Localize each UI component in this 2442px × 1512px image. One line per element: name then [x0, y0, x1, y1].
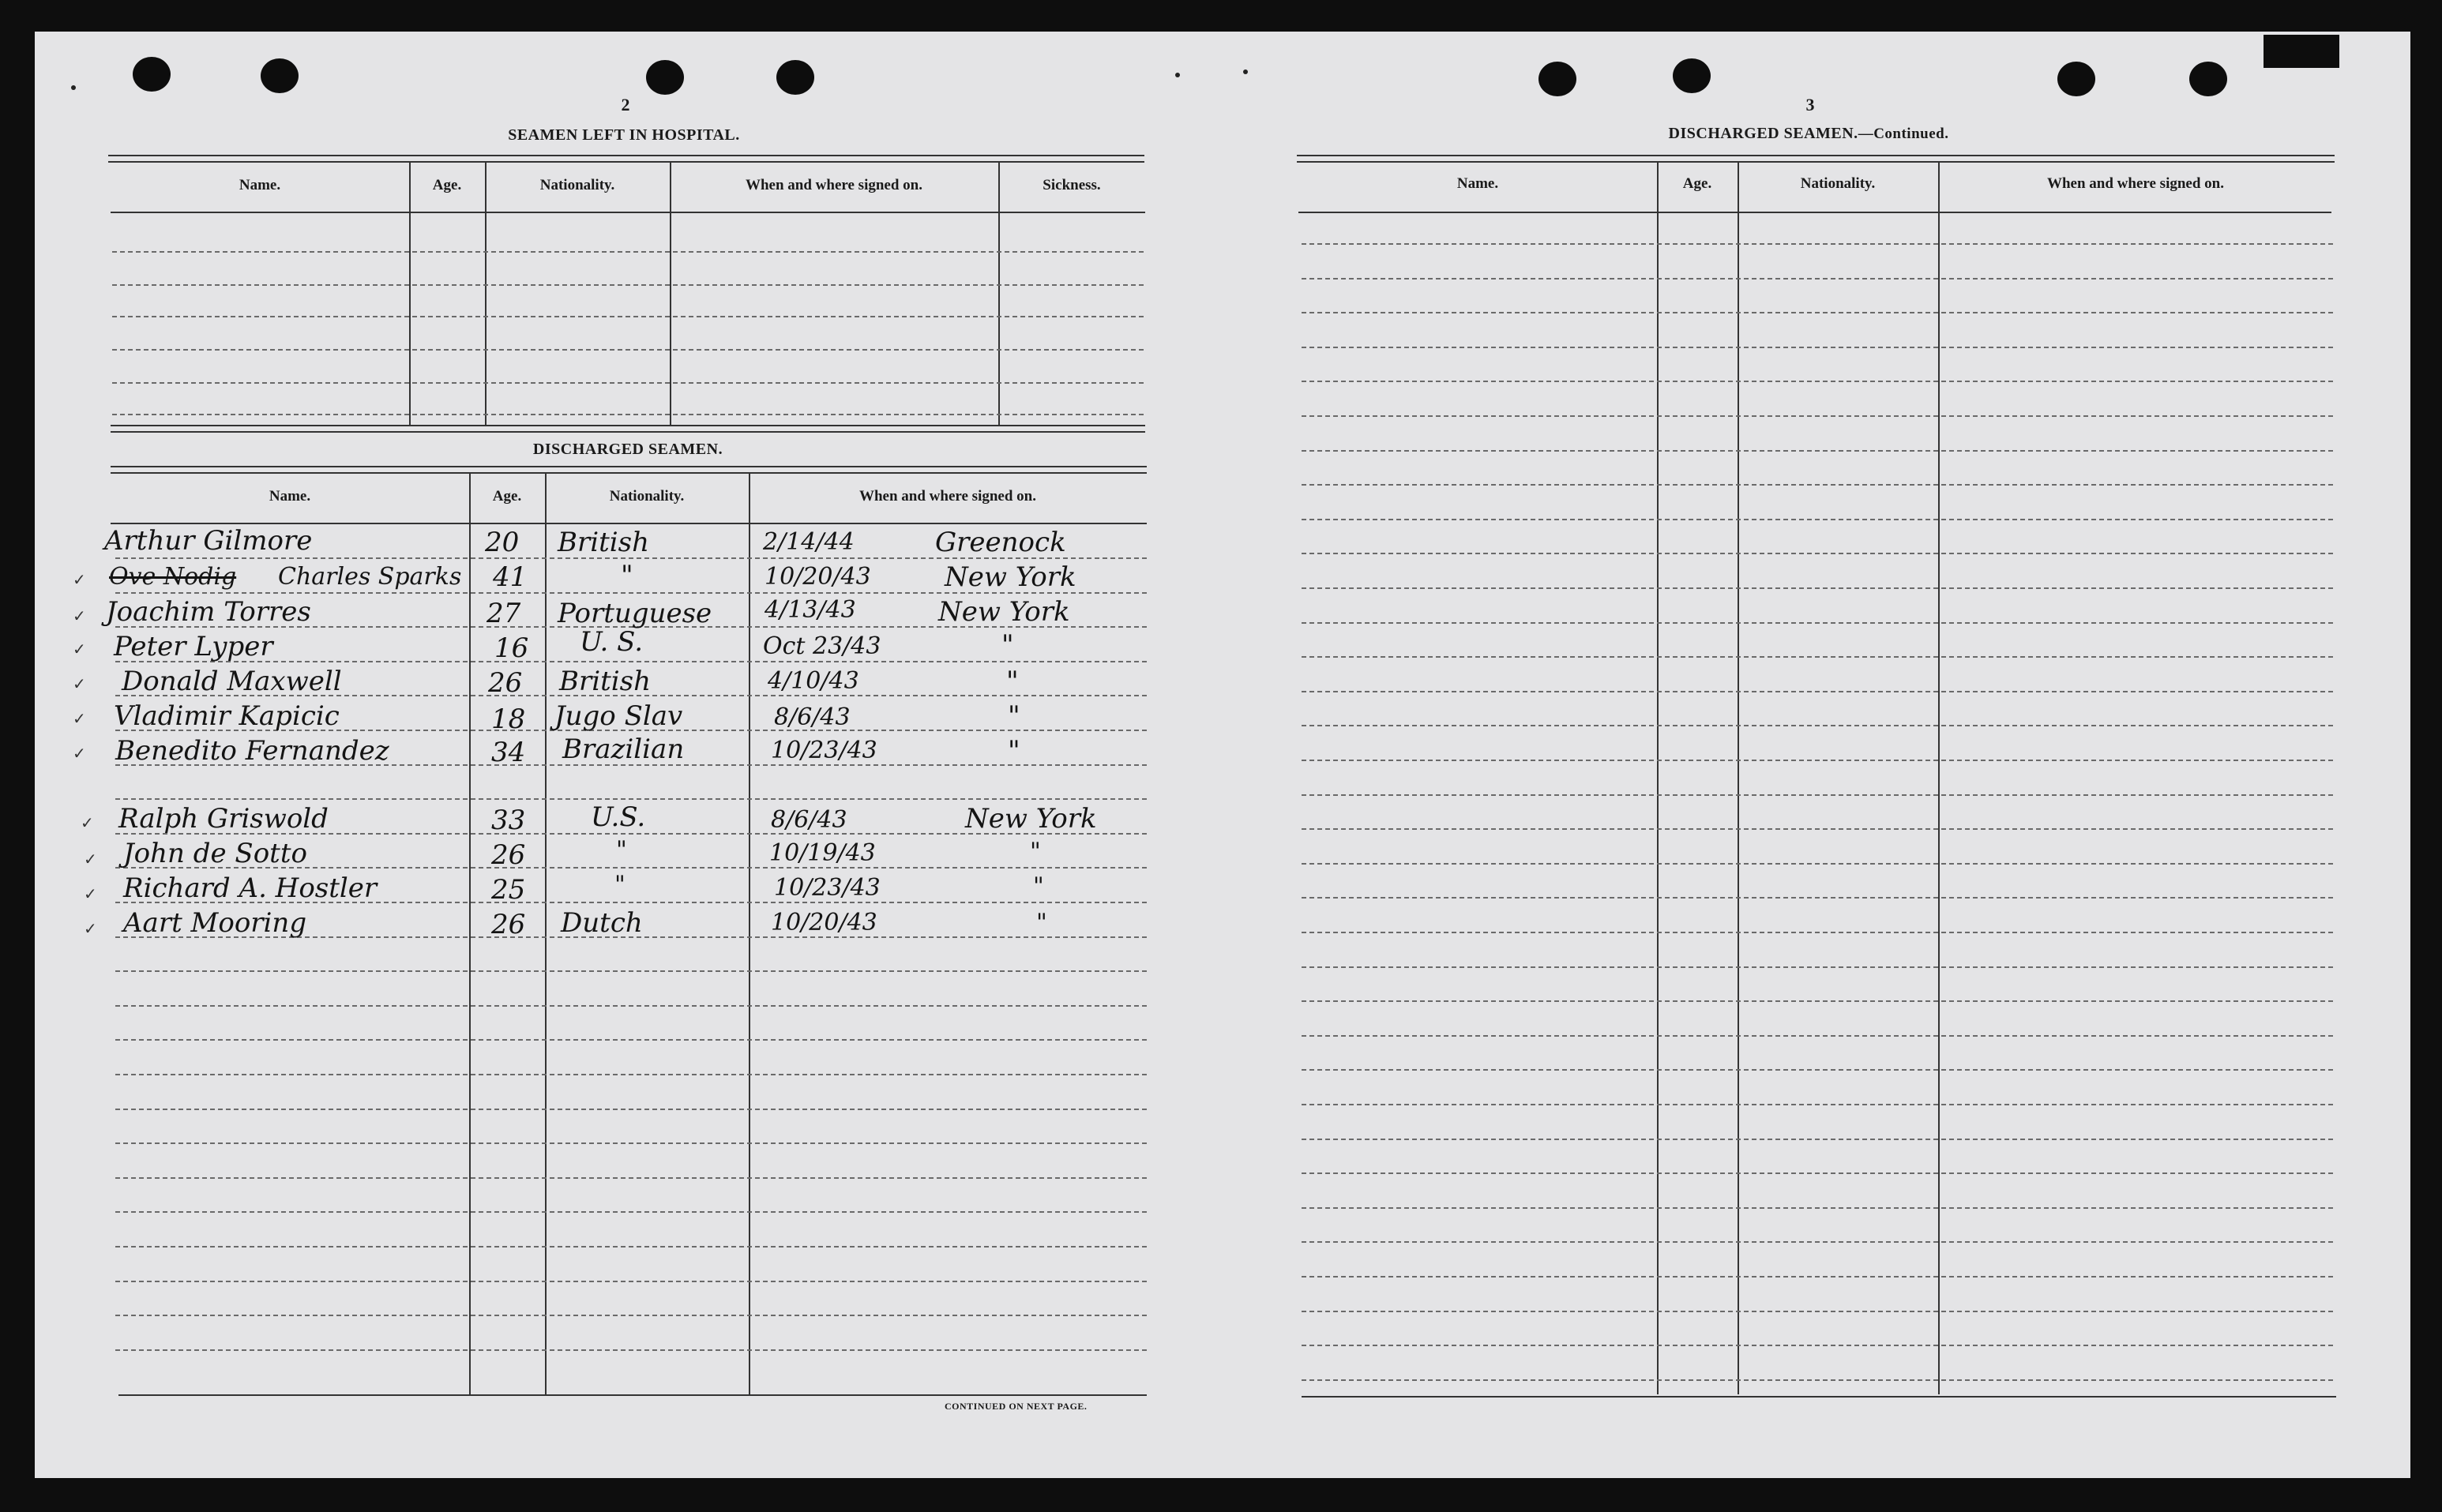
- check-mark-icon: ✓: [73, 608, 86, 625]
- signed-on-date: 10/20/43: [765, 563, 871, 591]
- seaman-age: 25: [491, 874, 526, 906]
- seaman-name: Peter Lyper: [114, 631, 273, 662]
- entry-line: [1302, 863, 2333, 865]
- rule: [118, 1394, 1147, 1396]
- column-divider: [469, 474, 471, 1394]
- check-mark-icon: ✓: [73, 745, 86, 763]
- signed-on-date: 8/6/43: [774, 703, 851, 731]
- entry-line: [115, 1074, 1147, 1075]
- entry-line: [1302, 278, 2333, 280]
- signed-on-place: New York: [938, 596, 1070, 628]
- hospital-header-signed-on: When and where signed on.: [745, 177, 922, 193]
- check-mark-icon: ✓: [84, 851, 97, 869]
- entry-line: [115, 970, 1147, 972]
- column-divider: [545, 474, 547, 1394]
- seaman-nationality: British: [559, 666, 651, 697]
- seaman-nationality: Brazilian: [562, 733, 685, 765]
- entry-line: [1302, 381, 2333, 382]
- seaman-name: Vladimir Kapicic: [114, 700, 340, 732]
- check-mark-icon: ✓: [84, 886, 97, 903]
- continued-header-age: Age.: [1682, 175, 1712, 192]
- check-mark-icon: ✓: [73, 641, 86, 658]
- signed-on-date: 10/19/43: [769, 839, 876, 867]
- check-mark-icon: ✓: [73, 711, 86, 728]
- entry-line: [1302, 966, 2333, 968]
- entry-line: [112, 316, 1144, 317]
- punch-hole: [133, 57, 171, 92]
- signed-on-place: ": [1030, 838, 1041, 865]
- seaman-age: 34: [491, 737, 526, 768]
- signed-on-date: 8/6/43: [771, 806, 847, 834]
- seaman-nationality: ": [614, 871, 626, 899]
- seaman-nationality: Jugo Slav: [554, 700, 683, 732]
- column-divider: [409, 163, 411, 425]
- entry-line: [1302, 1139, 2333, 1140]
- page-number: 3: [1805, 95, 1815, 114]
- continued-note: CONTINUED ON NEXT PAGE.: [945, 1401, 1088, 1412]
- seaman-nationality: U. S.: [580, 626, 644, 658]
- entry-line: [115, 1281, 1147, 1282]
- signed-on-place: New York: [945, 561, 1076, 593]
- seaman-name: Aart Mooring: [123, 907, 307, 939]
- hospital-header-age: Age.: [432, 177, 462, 193]
- signed-on-place: ": [1008, 735, 1020, 767]
- column-divider: [670, 163, 671, 425]
- discharged-header-signed-on: When and where signed on.: [858, 488, 1036, 505]
- entry-line: [1302, 828, 2333, 830]
- seaman-age: 18: [491, 703, 526, 735]
- paper-speck: [1243, 69, 1248, 74]
- seaman-name: Charles Sparks: [278, 563, 462, 591]
- entry-line: [1302, 1207, 2333, 1209]
- signed-on-date: Oct 23/43: [763, 632, 881, 660]
- rule: [108, 155, 1144, 163]
- entry-line: [1302, 1172, 2333, 1174]
- column-divider: [749, 474, 750, 1394]
- entry-line: [112, 414, 1144, 415]
- discharged-header-name: Name.: [269, 488, 311, 505]
- entry-line: [115, 1315, 1147, 1316]
- seaman-age: 26: [491, 839, 526, 871]
- entry-line: [1302, 1345, 2333, 1346]
- page-number: 2: [621, 95, 630, 114]
- punch-hole: [261, 58, 299, 93]
- signed-on-place: Greenock: [935, 527, 1066, 558]
- entry-line: [1302, 897, 2333, 899]
- entry-line: [112, 382, 1144, 384]
- signed-on-date: 4/10/43: [768, 667, 859, 695]
- signed-on-date: 10/23/43: [771, 737, 877, 764]
- signed-on-date: 10/23/43: [774, 874, 881, 902]
- rule: [111, 212, 1145, 213]
- ledger-page-spread: [35, 32, 2410, 1478]
- punch-hole: [1673, 58, 1711, 93]
- hospital-header-nationality: Nationality.: [539, 177, 615, 193]
- rule: [1302, 1396, 2336, 1398]
- seaman-name-struck: Ove Nodig: [109, 563, 237, 591]
- discharged-continued-title: [1532, 125, 2085, 143]
- entry-line: [1302, 587, 2333, 589]
- seaman-age: 27: [487, 598, 521, 629]
- column-divider: [998, 163, 1000, 425]
- signed-on-place: ": [1001, 629, 1014, 661]
- entry-line: [115, 1246, 1147, 1247]
- seaman-nationality: Dutch: [561, 907, 643, 939]
- entry-line: [115, 1142, 1147, 1144]
- signed-on-place: ": [1006, 666, 1019, 697]
- entry-line: [115, 1177, 1147, 1179]
- seaman-age: 26: [491, 909, 526, 940]
- entry-line: [1302, 1035, 2333, 1037]
- entry-line: [112, 349, 1144, 351]
- entry-line: [1302, 1104, 2333, 1105]
- entry-line: [1302, 1379, 2333, 1381]
- signed-on-date: 10/20/43: [771, 909, 877, 936]
- entry-line: [1302, 347, 2333, 348]
- entry-line: [1302, 1000, 2333, 1002]
- entry-line: [1302, 519, 2333, 520]
- seaman-nationality: Portuguese: [558, 598, 712, 629]
- seaman-age: 20: [485, 527, 520, 558]
- paper-speck: [71, 85, 76, 90]
- signed-on-place: New York: [965, 803, 1097, 835]
- entry-line: [115, 1005, 1147, 1007]
- seaman-nationality: U.S.: [591, 801, 646, 833]
- section-title-text: DISCHARGED SEAMEN.: [1668, 125, 1858, 142]
- hospital-section-title: SEAMEN LEFT IN HOSPITAL.: [508, 126, 740, 144]
- entry-line: [112, 251, 1144, 253]
- continued-header-nationality: Nationality.: [1800, 175, 1876, 192]
- seaman-age: 16: [494, 632, 529, 664]
- entry-line: [1302, 1276, 2333, 1278]
- entry-line: [115, 798, 1147, 800]
- entry-line: [1302, 415, 2333, 417]
- seaman-nationality: ": [621, 560, 633, 591]
- rule: [111, 523, 1147, 524]
- continued-header-signed-on: When and where signed on.: [2046, 175, 2224, 192]
- seaman-name: Ralph Griswold: [118, 803, 329, 835]
- seaman-age: 26: [488, 667, 523, 699]
- seaman-name: John de Sotto: [123, 838, 307, 869]
- entry-line: [115, 1349, 1147, 1351]
- entry-line: [1302, 794, 2333, 796]
- entry-line: [115, 1109, 1147, 1110]
- punch-hole: [646, 60, 684, 95]
- entry-line: [1302, 450, 2333, 452]
- seaman-nationality: ": [616, 836, 627, 864]
- rule: [1297, 155, 2335, 163]
- entry-line: [1302, 691, 2333, 692]
- seaman-age: 33: [491, 805, 526, 836]
- entry-line: [1302, 932, 2333, 933]
- signed-on-date: 4/13/43: [765, 596, 856, 624]
- paper-speck: [1175, 73, 1180, 77]
- entry-line: [1302, 484, 2333, 486]
- punch-hole: [1538, 62, 1576, 96]
- seaman-name: Benedito Fernandez: [115, 735, 389, 767]
- check-mark-icon: ✓: [73, 572, 86, 589]
- hospital-header-sickness: Sickness.: [1043, 177, 1101, 193]
- entry-line: [115, 1211, 1147, 1213]
- seaman-name: Richard A. Hostler: [123, 872, 378, 904]
- discharged-section-title: DISCHARGED SEAMEN.: [532, 441, 723, 458]
- rule: [111, 425, 1145, 433]
- entry-line: [1302, 312, 2333, 313]
- column-divider: [485, 163, 487, 425]
- check-mark-icon: ✓: [81, 815, 94, 832]
- signed-on-place: ": [1036, 909, 1047, 936]
- continued-header-name: Name.: [1456, 175, 1499, 192]
- discharged-header-age: Age.: [492, 488, 522, 505]
- entry-line: [1302, 1241, 2333, 1243]
- entry-line: [112, 284, 1144, 286]
- check-mark-icon: ✓: [73, 676, 86, 693]
- seaman-nationality: British: [558, 527, 649, 558]
- rule: [111, 466, 1147, 474]
- hospital-header-name: Name.: [239, 177, 281, 193]
- entry-line: [1302, 622, 2333, 624]
- punch-hole: [776, 60, 814, 95]
- punch-hole: [2057, 62, 2095, 96]
- seaman-age: 41: [493, 561, 528, 593]
- section-title-suffix: —Continued.: [1858, 126, 1949, 142]
- entry-line: [1302, 243, 2333, 245]
- entry-line: [1302, 760, 2333, 761]
- seaman-name: Arthur Gilmore: [104, 525, 313, 557]
- entry-line: [1302, 553, 2333, 554]
- discharged-header-nationality: Nationality.: [609, 488, 685, 505]
- signed-on-place: ": [1008, 700, 1020, 732]
- check-mark-icon: ✓: [84, 921, 97, 938]
- entry-line: [115, 1039, 1147, 1041]
- signed-on-place: ": [1033, 872, 1044, 900]
- seaman-name: Donald Maxwell: [122, 666, 342, 697]
- entry-line: [1302, 656, 2333, 658]
- entry-line: [1302, 1311, 2333, 1312]
- rule: [1298, 212, 2331, 213]
- seaman-name: Joachim Torres: [106, 596, 311, 628]
- punch-hole: [2189, 62, 2227, 96]
- binding-tab: [2264, 35, 2339, 68]
- signed-on-date: 2/14/44: [763, 528, 855, 556]
- entry-line: [1302, 725, 2333, 726]
- entry-line: [1302, 1069, 2333, 1071]
